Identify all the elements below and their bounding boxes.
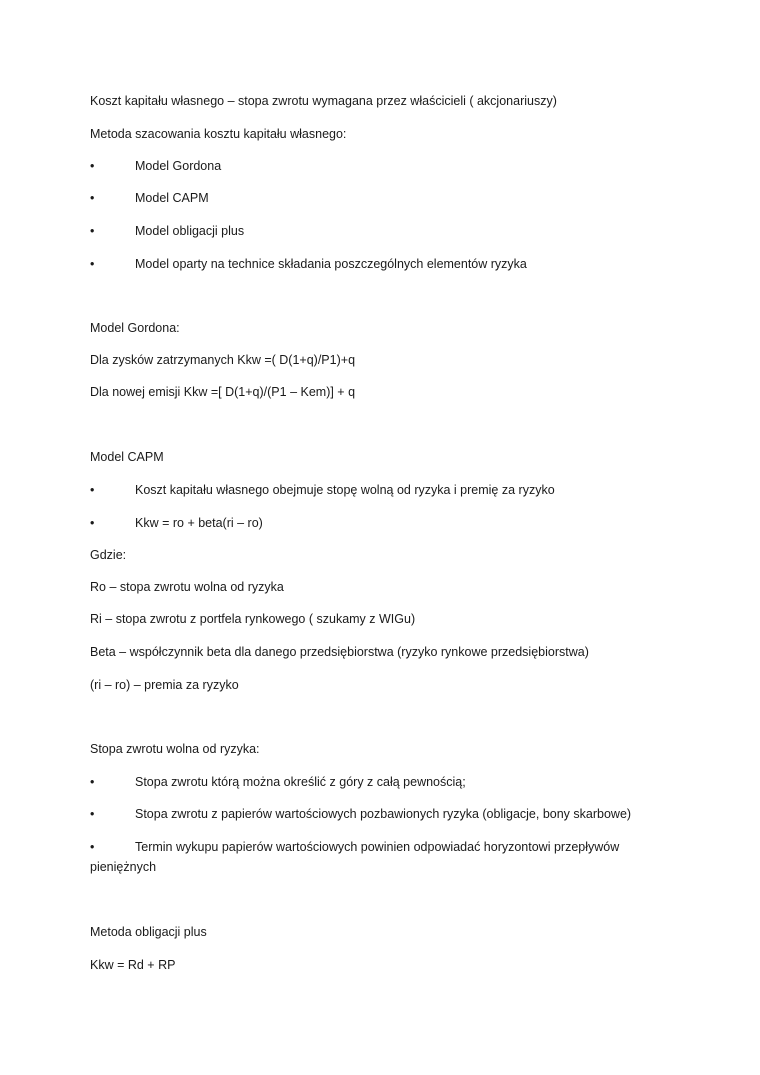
risk-free-bullet-text: Stopa zwrotu z papierów wartościowych pozbawionych ryzyka (obligacje, bony skarbowe) [135,807,632,821]
risk-free-list-item [90,806,631,822]
cost-of-equity-definition: Koszt kapitału własnego – stopa zwrotu wymagana przez właścicieli ( akcjonariuszy) [90,94,557,108]
bullet-icon: • [90,159,95,173]
bullet-icon: • [90,191,95,205]
method-list-item [90,158,221,174]
risk-free-wrapped-text: Termin wykupu papierów wartościowych powinien odpowiadać horyzontowi przepływów pieniężnych [90,840,620,874]
method-label: Model oparty na technice składania poszczególnych elementów ryzyka [135,257,527,271]
bullet-icon: • [90,516,95,530]
gordon-new-issue-formula: Dla nowej emisji Kkw =[ D(1+q)/(P1 – Kem)] + q [90,385,356,399]
bullet-icon: • [90,224,95,238]
method-label: Model Gordona [135,159,222,173]
bullet-icon: • [90,483,95,497]
risk-free-list-item [90,774,466,790]
risk-free-bullet-text: Stopa zwrotu którą można określić z góry z całą pewnością; [135,775,466,789]
capm-bullet-text: Koszt kapitału własnego obejmuje stopę wolną od ryzyka i premię za ryzyko [135,483,555,497]
capm-bullet-text: Kkw = ro + beta(ri – ro) [135,516,263,530]
capm-definition: (ri – ro) – premia za ryzyko [90,678,239,692]
risk-free-wrapped-item [90,837,660,877]
bond-plus-heading: Metoda obligacji plus [90,925,207,939]
capm-heading: Model CAPM [90,450,164,464]
method-label: Model CAPM [135,191,209,205]
capm-list-item [90,482,555,498]
gordon-heading: Model Gordona: [90,321,180,335]
capm-definition: Ro – stopa zwrotu wolna od ryzyka [90,580,284,594]
method-list-item [90,223,244,239]
gordon-retained-formula: Dla zysków zatrzymanych Kkw =( D(1+q)/P1)+q [90,353,356,367]
bullet-icon: • [90,257,95,271]
capm-list-item [90,515,263,531]
bullet-icon: • [90,840,95,854]
capm-definition: Ri – stopa zwrotu z portfela rynkowego ( szukamy z WIGu) [90,612,416,626]
bond-plus-formula: Kkw = Rd + RP [90,958,176,972]
bullet-icon: • [90,807,95,821]
method-list-item [90,190,209,206]
bullet-icon: • [90,775,95,789]
capm-definition: Beta – współczynnik beta dla danego przedsiębiorstwa (ryzyko rynkowe przedsiębiorstwa) [90,645,589,659]
risk-free-heading: Stopa zwrotu wolna od ryzyka: [90,742,260,756]
method-list-item [90,256,527,272]
methods-heading: Metoda szacowania kosztu kapitału własnego: [90,127,347,141]
method-label: Model obligacji plus [135,224,245,238]
capm-where-label: Gdzie: [90,548,127,562]
